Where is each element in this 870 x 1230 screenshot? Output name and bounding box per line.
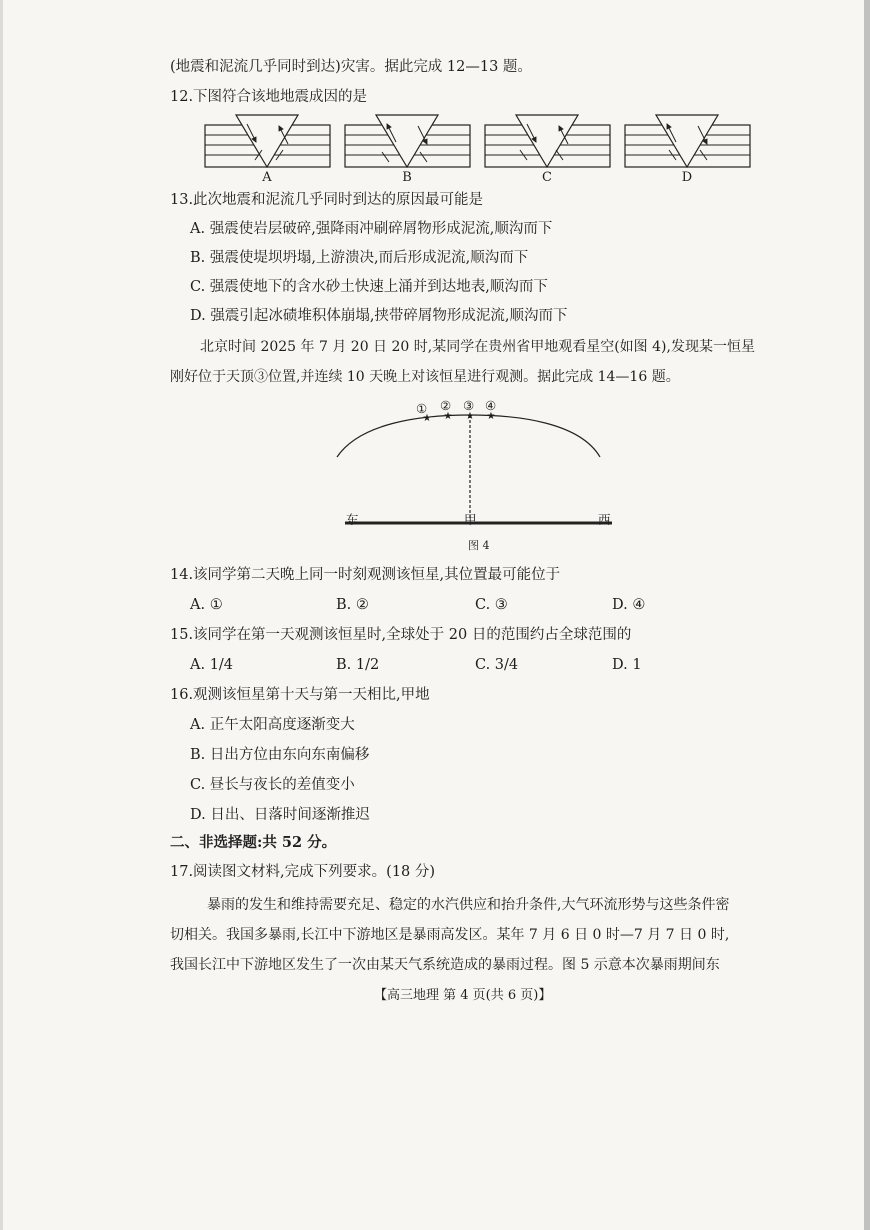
q17-para-line-2: 切相关。我国多暴雨,长江中下游地区是暴雨高发区。某年 7 月 6 日 0 时—7 月 7 日 0 时,: [170, 927, 730, 943]
star-position-1: ①: [416, 401, 428, 416]
q16-option-c[interactable]: C. 昼长与夜长的差值变小: [190, 777, 355, 793]
location-jia: 甲: [464, 512, 477, 527]
star-mark-4: ★: [486, 411, 496, 422]
figure-4-caption: 图 4: [468, 539, 490, 552]
direction-east: 东: [346, 512, 359, 527]
q16-stem: 16.观测该恒星第十天与第一天相比,甲地: [170, 687, 430, 703]
q13-stem: 13.此次地震和泥流几乎同时到达的原因最可能是: [170, 192, 484, 208]
direction-west: 西: [598, 512, 611, 527]
q14-option-b[interactable]: B. ②: [336, 597, 369, 613]
q16-option-a[interactable]: A. 正午太阳高度逐渐变大: [190, 717, 355, 733]
star-position-3: ③: [463, 398, 475, 413]
page-footer: 【高三地理 第 4 页(共 6 页)】: [374, 988, 552, 1003]
star-mark-3: ★: [465, 411, 475, 422]
intro-text: (地震和泥流几乎同时到达)灾害。据此完成 12—13 题。: [170, 59, 532, 75]
q13-option-d[interactable]: D. 强震引起冰碛堆积体崩塌,挟带碎屑物形成泥流,顺沟而下: [190, 308, 568, 324]
figure-4-star-diagram: [0, 395, 870, 545]
material-line-2: 刚好位于天顶③位置,并连续 10 天晚上对该恒星进行观测。据此完成 14—16 题。: [170, 369, 680, 385]
q12-fault-diagrams: [0, 112, 870, 192]
q15-option-b[interactable]: B. 1/2: [336, 657, 380, 673]
q15-option-c[interactable]: C. 3/4: [475, 657, 519, 673]
q15-stem: 15.该同学在第一天观测该恒星时,全球处于 20 日的范围约占全球范围的: [170, 627, 632, 643]
q14-option-d[interactable]: D. ④: [612, 597, 646, 613]
q17-para-line-3: 我国长江中下游地区发生了一次由某天气系统造成的暴雨过程。图 5 示意本次暴雨期间东: [170, 957, 720, 973]
star-mark-2: ★: [443, 411, 453, 422]
q12-option-d[interactable]: D: [681, 170, 693, 185]
q12-option-a[interactable]: A: [262, 170, 272, 185]
star-position-4: ④: [485, 398, 497, 413]
fault-diagram-a: [205, 115, 330, 167]
q14-option-a[interactable]: A. ①: [190, 597, 223, 613]
q16-option-b[interactable]: B. 日出方位由东向东南偏移: [190, 747, 370, 763]
fault-diagram-b: [345, 115, 470, 167]
q12-option-b[interactable]: B: [402, 170, 412, 185]
q12-option-c[interactable]: C: [542, 170, 552, 185]
q14-stem: 14.该同学第二天晚上同一时刻观测该恒星,其位置最可能位于: [170, 567, 561, 583]
q17-stem: 17.阅读图文材料,完成下列要求。(18 分): [170, 864, 436, 880]
q13-option-c[interactable]: C. 强震使地下的含水砂土快速上涌并到达地表,顺沟而下: [190, 279, 548, 295]
fault-diagram-c: [485, 115, 610, 167]
q15-option-d[interactable]: D. 1: [612, 657, 642, 673]
q15-option-a[interactable]: A. 1/4: [190, 657, 234, 673]
star-position-2: ②: [440, 398, 452, 413]
q13-option-b[interactable]: B. 强震使堤坝坍塌,上游溃决,而后形成泥流,顺沟而下: [190, 250, 529, 266]
q16-option-d[interactable]: D. 日出、日落时间逐渐推迟: [190, 807, 370, 823]
fault-diagram-d: [625, 115, 750, 167]
star-mark-1: ★: [422, 413, 432, 424]
q17-para-line-1: 暴雨的发生和维持需要充足、稳定的水汽供应和抬升条件,大气环流形势与这些条件密: [207, 897, 730, 913]
q12-stem: 12.下图符合该地地震成因的是: [170, 89, 368, 105]
q14-option-c[interactable]: C. ③: [475, 597, 508, 613]
q13-option-a[interactable]: A. 强震使岩层破碎,强降雨冲刷碎屑物形成泥流,顺沟而下: [190, 221, 553, 237]
material-line-1: 北京时间 2025 年 7 月 20 日 20 时,某同学在贵州省甲地观看星空(如图 4),发现某一恒星: [200, 339, 755, 355]
section-2-heading: 二、非选择题:共 52 分。: [170, 834, 337, 851]
